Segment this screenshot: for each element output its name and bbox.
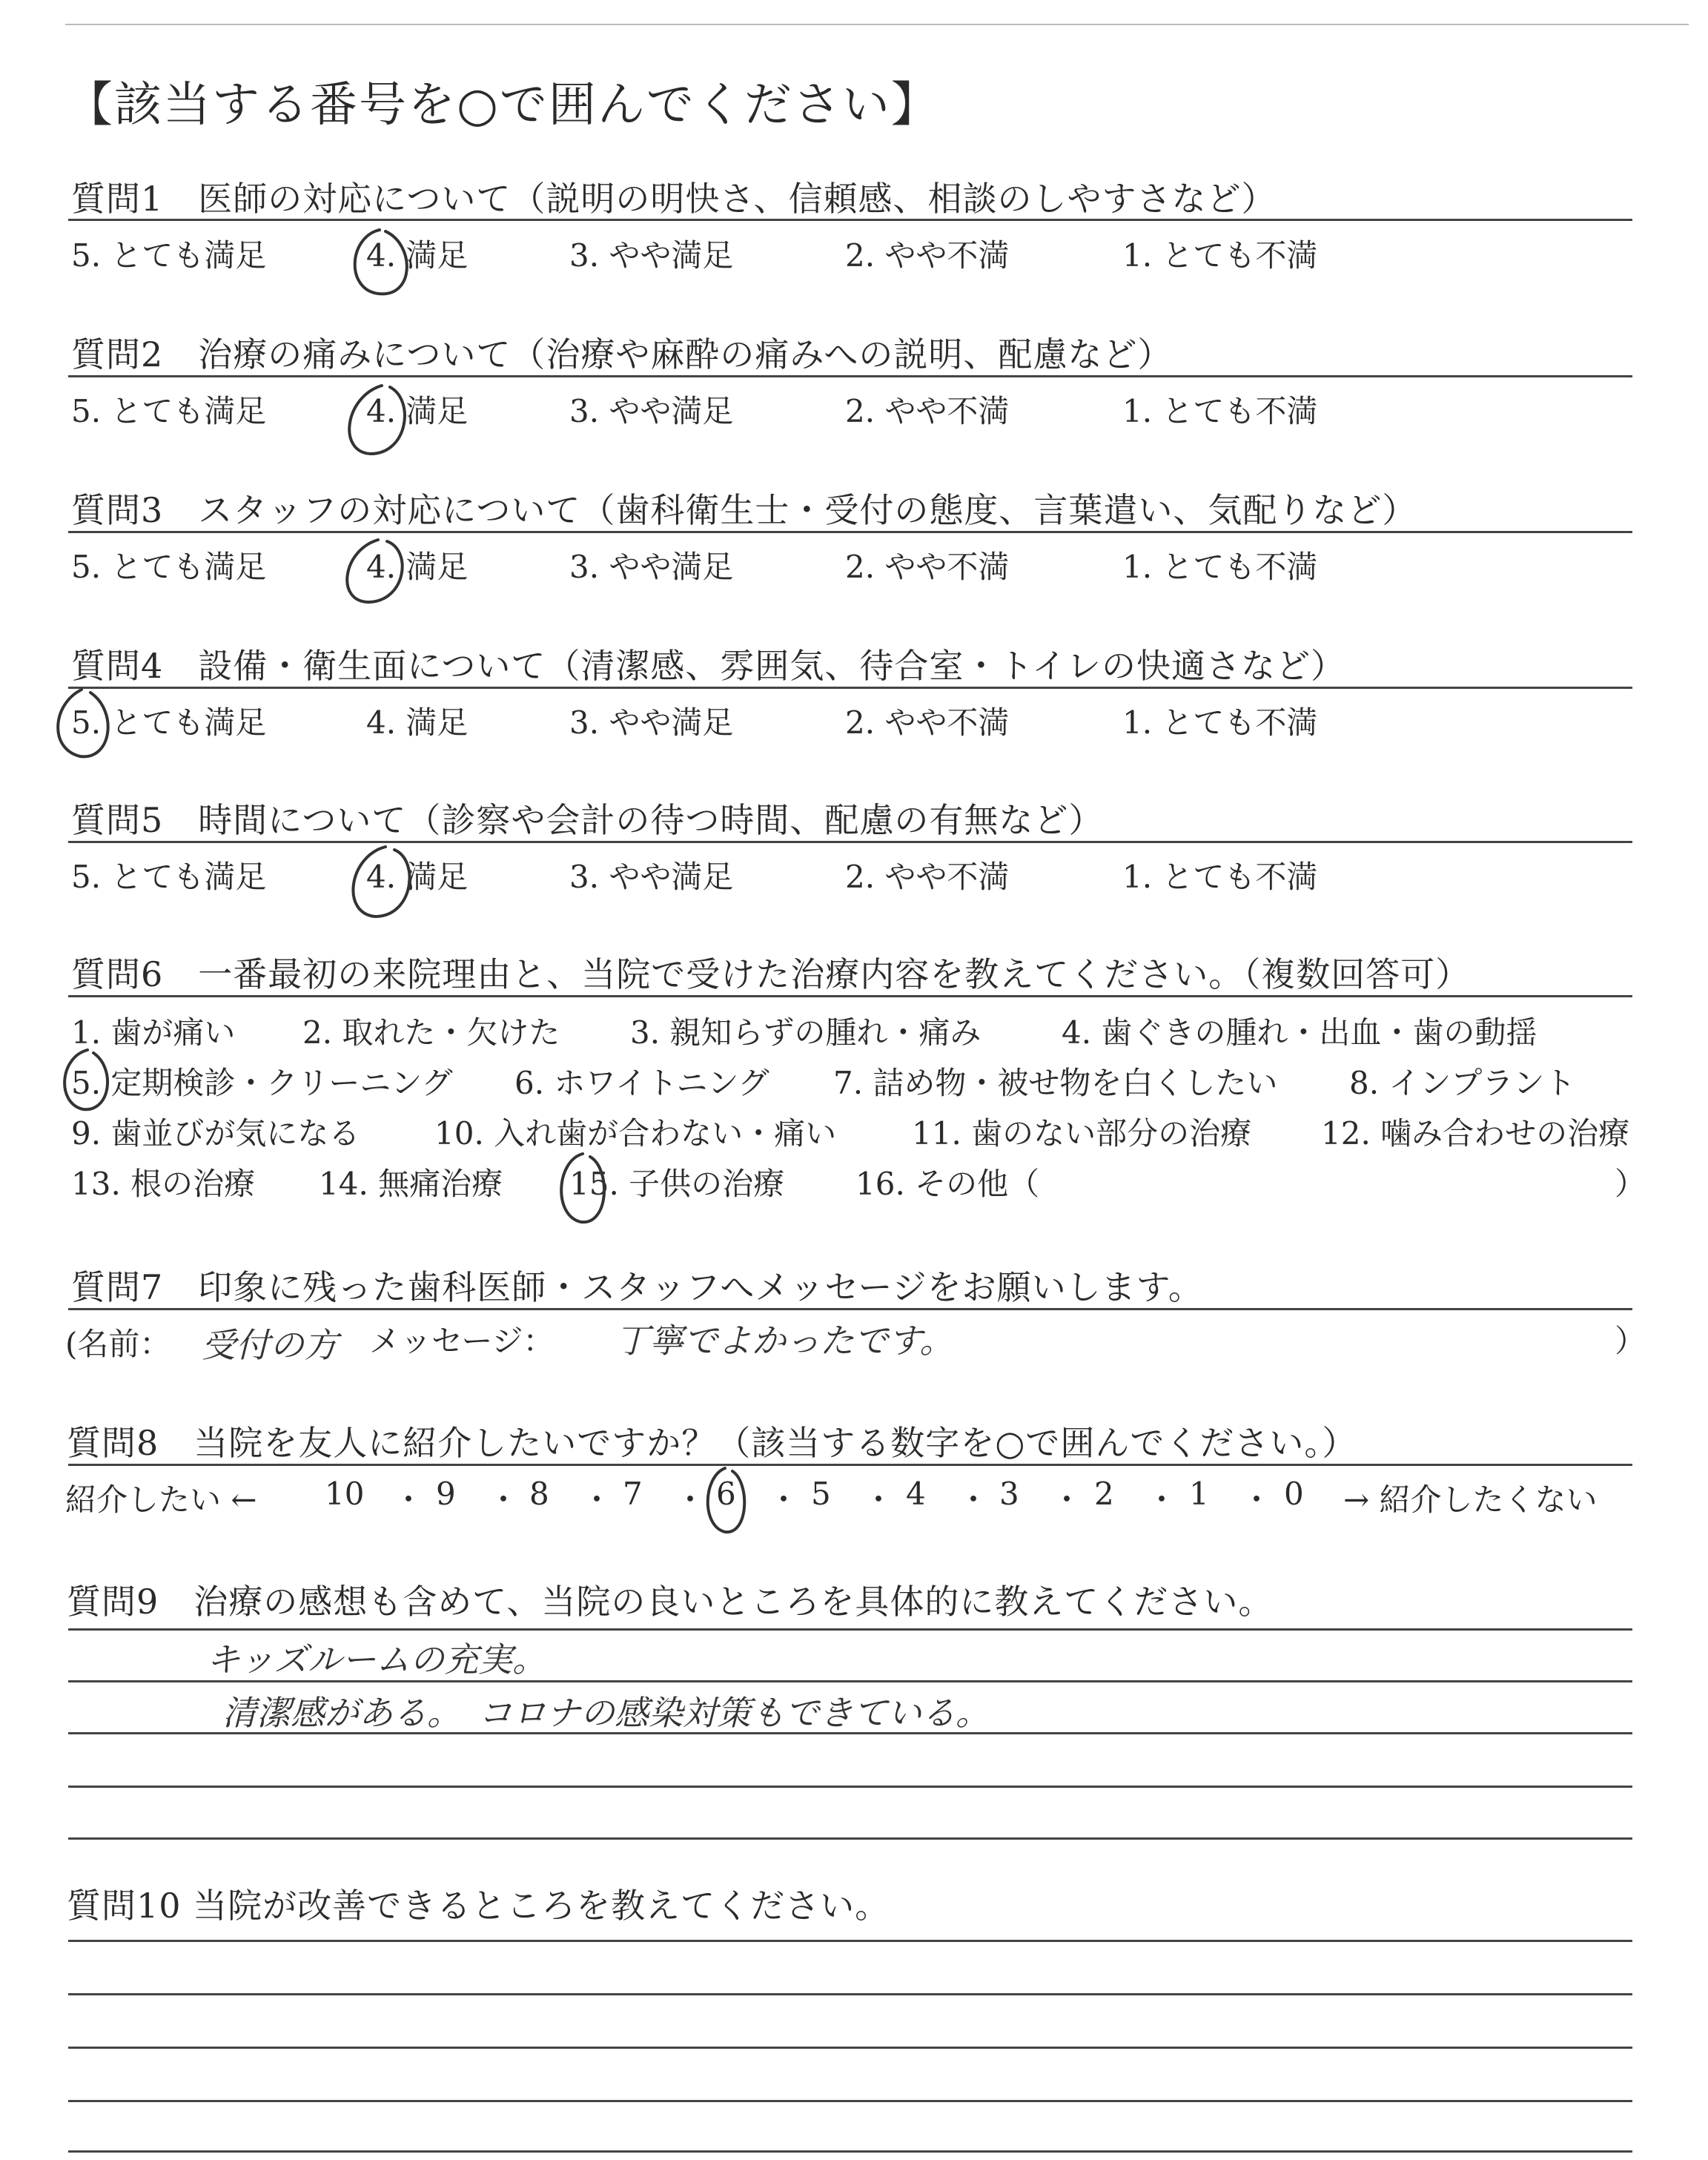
recommend-left-label: 紹介したい ← bbox=[65, 1482, 257, 1518]
question-6-rule bbox=[68, 995, 1632, 997]
rating-option-4[interactable]: 4. 満足 bbox=[366, 704, 469, 741]
scale-4[interactable]: 4 bbox=[906, 1476, 926, 1512]
reason-option-6[interactable]: 6. ホワイトニング bbox=[514, 1065, 769, 1101]
reason-option-9[interactable]: 9. 歯並びが気になる bbox=[71, 1115, 360, 1152]
scale-dot: ・ bbox=[768, 1482, 800, 1518]
question-3-rule bbox=[68, 531, 1632, 533]
question-8-title: 質問8 当院を友人に紹介したいですか？（該当する数字を○で囲んでください。） bbox=[67, 1423, 1357, 1463]
scale-5[interactable]: 5 bbox=[811, 1476, 831, 1512]
name-value[interactable]: 受付の方 bbox=[202, 1325, 338, 1365]
reason-option-12[interactable]: 12. 噛み合わせの治療 bbox=[1321, 1115, 1630, 1152]
message-value[interactable]: 丁寧でよかったです。 bbox=[615, 1321, 954, 1361]
rating-option-4[interactable]: 4. 満足 bbox=[366, 393, 469, 429]
scale-6[interactable]: 6 bbox=[716, 1476, 736, 1512]
answer-line bbox=[68, 2100, 1632, 2102]
question-7-title: 質問7 印象に残った歯科医師・スタッフへメッセージをお願いします。 bbox=[71, 1267, 1203, 1307]
question-4-rule bbox=[68, 687, 1632, 689]
question-8-rule bbox=[68, 1464, 1632, 1466]
rating-option-1[interactable]: 1. とても不満 bbox=[1122, 859, 1318, 895]
reason-option-15[interactable]: 15. 子供の治療 bbox=[569, 1166, 785, 1202]
scale-3[interactable]: 3 bbox=[999, 1476, 1019, 1512]
rating-option-3[interactable]: 3. やや満足 bbox=[569, 237, 734, 274]
question-6-title: 質問6 一番最初の来院理由と、当院で受けた治療内容を教えてください。（複数回答可） bbox=[71, 954, 1471, 994]
question-2-rule bbox=[68, 375, 1632, 377]
scale-9[interactable]: 9 bbox=[436, 1476, 456, 1512]
answer-line bbox=[68, 2047, 1632, 2049]
scale-10[interactable]: 10 bbox=[325, 1476, 365, 1512]
question-4-title: 質問4 設備・衛生面について（清潔感、雰囲気、待合室・トイレの快適さなど） bbox=[71, 646, 1346, 686]
reason-option-14[interactable]: 14. 無痛治療 bbox=[319, 1166, 503, 1202]
question-7-rule bbox=[68, 1308, 1632, 1310]
reason-option-3[interactable]: 3. 親知らずの腫れ・痛み bbox=[630, 1014, 982, 1051]
rating-option-3[interactable]: 3. やや満足 bbox=[569, 393, 734, 429]
rating-option-3[interactable]: 3. やや満足 bbox=[569, 704, 734, 741]
scale-dot: ・ bbox=[1146, 1482, 1178, 1518]
reason-option-5[interactable]: 5. 定期検診・クリーニング bbox=[71, 1065, 453, 1101]
scale-1[interactable]: 1 bbox=[1189, 1476, 1209, 1512]
scale-dot: ・ bbox=[863, 1482, 895, 1518]
question-10-title: 質問10 当院が改善できるところを教えてください。 bbox=[67, 1886, 890, 1926]
answer-line bbox=[68, 1837, 1632, 1840]
rating-option-2[interactable]: 2. やや不満 bbox=[845, 704, 1010, 741]
reason-option-11[interactable]: 11. 歯のない部分の治療 bbox=[912, 1115, 1252, 1152]
top-border bbox=[65, 24, 1689, 25]
reason-option-10[interactable]: 10. 入れ歯が合わない・痛い bbox=[434, 1115, 837, 1152]
rating-option-4[interactable]: 4. 満足 bbox=[366, 237, 469, 274]
rating-option-2[interactable]: 2. やや不満 bbox=[845, 237, 1010, 274]
question-9-title: 質問9 治療の感想も含めて、当院の良いところを具体的に教えてください。 bbox=[67, 1582, 1274, 1622]
rating-option-1[interactable]: 1. とても不満 bbox=[1122, 549, 1318, 585]
scale-dot: ・ bbox=[1241, 1482, 1273, 1518]
rating-option-2[interactable]: 2. やや不満 bbox=[845, 549, 1010, 585]
rating-option-2[interactable]: 2. やや不満 bbox=[845, 393, 1010, 429]
rating-option-1[interactable]: 1. とても不満 bbox=[1122, 704, 1318, 741]
answer-line bbox=[68, 2150, 1632, 2153]
answer-line bbox=[68, 1940, 1632, 1942]
rating-option-1[interactable]: 1. とても不満 bbox=[1122, 237, 1318, 274]
answer-text-2[interactable]: 清潔感がある。 コロナの感染対策もできている。 bbox=[222, 1693, 990, 1733]
question-2-title: 質問2 治療の痛みについて（治療や麻酔の痛みへの説明、配慮など） bbox=[71, 334, 1173, 374]
question-1-rule bbox=[68, 219, 1632, 221]
scale-0[interactable]: 0 bbox=[1284, 1476, 1304, 1512]
message-label: メッセージ： bbox=[369, 1323, 555, 1359]
rating-option-5[interactable]: 5. とても満足 bbox=[71, 237, 267, 274]
rating-option-5[interactable]: 5. とても満足 bbox=[71, 859, 267, 895]
answer-line bbox=[68, 1628, 1632, 1631]
answer-text-1[interactable]: キッズルームの充実。 bbox=[206, 1639, 547, 1680]
scale-dot: ・ bbox=[1051, 1482, 1083, 1518]
answer-line bbox=[68, 1786, 1632, 1788]
rating-option-1[interactable]: 1. とても不満 bbox=[1122, 393, 1318, 429]
scale-8[interactable]: 8 bbox=[529, 1476, 549, 1512]
rating-option-5[interactable]: 5. とても満足 bbox=[71, 393, 267, 429]
reason-option-16[interactable]: 16. その他（ bbox=[855, 1166, 1040, 1202]
reason-option-13[interactable]: 13. 根の治療 bbox=[71, 1166, 256, 1202]
name-label: (名前： bbox=[65, 1326, 171, 1362]
rating-option-4[interactable]: 4. 満足 bbox=[366, 859, 469, 895]
rating-option-5[interactable]: 5. とても満足 bbox=[71, 549, 267, 585]
question-1-title: 質問1 医師の対応について（説明の明快さ、信頼感、相談のしやすさなど） bbox=[71, 179, 1277, 219]
rating-option-2[interactable]: 2. やや不満 bbox=[845, 859, 1010, 895]
question-5-title: 質問5 時間について（診察や会計の待つ時間、配慮の有無など） bbox=[71, 800, 1104, 840]
reason-option-4[interactable]: 4. 歯ぐきの腫れ・出血・歯の動揺 bbox=[1062, 1014, 1537, 1051]
message-close-paren: ） bbox=[1615, 1323, 1646, 1359]
scale-7[interactable]: 7 bbox=[623, 1476, 643, 1512]
page-header: 【該当する番号を○で囲んでください】 bbox=[65, 78, 940, 133]
other-close-paren: ） bbox=[1615, 1166, 1646, 1202]
reason-option-1[interactable]: 1. 歯が痛い bbox=[71, 1014, 236, 1051]
rating-option-3[interactable]: 3. やや満足 bbox=[569, 549, 734, 585]
scale-dot: ・ bbox=[393, 1482, 425, 1518]
scale-dot: ・ bbox=[958, 1482, 990, 1518]
answer-line bbox=[68, 1993, 1632, 1995]
reason-option-8[interactable]: 8. インプラント bbox=[1349, 1065, 1576, 1101]
rating-option-3[interactable]: 3. やや満足 bbox=[569, 859, 734, 895]
recommend-right-label: → 紹介したくない bbox=[1343, 1482, 1598, 1518]
question-5-rule bbox=[68, 841, 1632, 843]
rating-option-4[interactable]: 4. 満足 bbox=[366, 549, 469, 585]
scale-dot: ・ bbox=[581, 1482, 613, 1518]
reason-option-2[interactable]: 2. 取れた・欠けた bbox=[302, 1014, 560, 1051]
reason-option-7[interactable]: 7. 詰め物・被せ物を白くしたい bbox=[833, 1065, 1278, 1101]
question-3-title: 質問3 スタッフの対応について（歯科衛生士・受付の態度、言葉遣い、気配りなど） bbox=[71, 490, 1417, 530]
scale-dot: ・ bbox=[675, 1482, 706, 1518]
rating-option-5[interactable]: 5. とても満足 bbox=[71, 704, 267, 741]
scale-dot: ・ bbox=[488, 1482, 520, 1518]
scale-2[interactable]: 2 bbox=[1094, 1476, 1114, 1512]
